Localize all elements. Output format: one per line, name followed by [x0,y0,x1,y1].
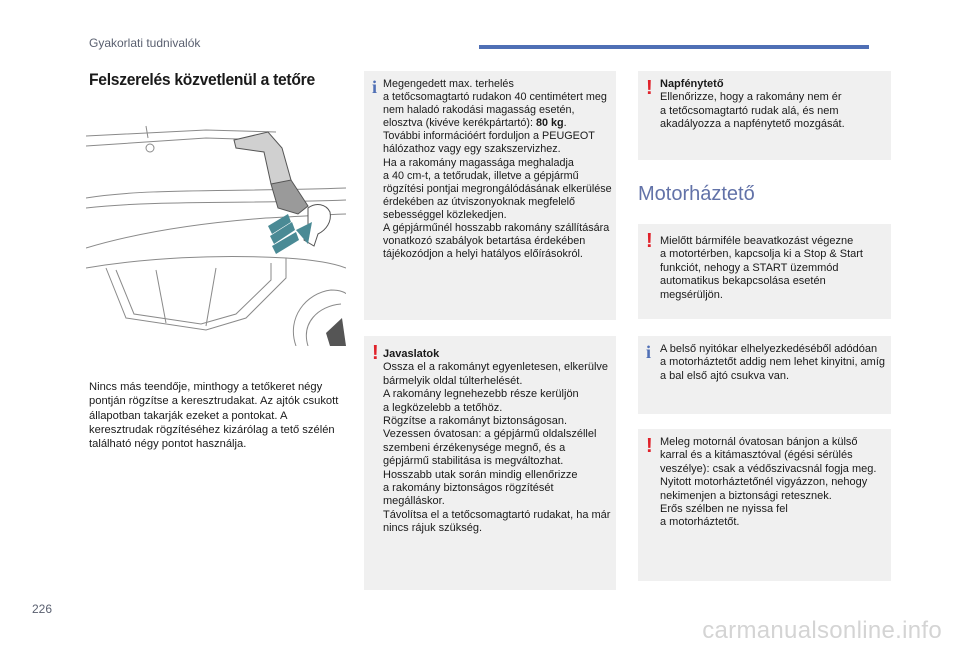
info-load-text [383,78,613,261]
warning-icon: ! [646,435,653,457]
warning-box-hot-engine [638,429,891,581]
tips-title: Javaslatok [383,348,440,360]
page-title: Felszerelés közvetlenül a tetőre [89,70,315,89]
sunroof-title: Napfénytető [660,78,724,90]
sunroof-content [660,78,886,132]
info-box-lever [638,336,891,414]
warning-icon: ! [372,342,379,364]
info-box-load-limits [364,71,616,320]
watermark: carmanualsonline.info [702,617,942,644]
body-paragraph: Nincs más teendője, minthogy a tetőkeret négy pontján rögzítse a keresztrudakat. Az ajtók csukott állapotban takarják ezeket a pontokat. A keresztrudak rögzítéséhez kizárólag a tető szélén található négy pontot használja. [89,381,339,451]
lever-text: A belső nyitókar elhelyezkedéséből adódóan a motorháztetőt addig nem lehet kinyitni, amíg a bal első ajtó csukva van. [660,343,886,382]
roof-bar-illustration [86,118,346,346]
stop-start-text: Mielőtt bármiféle beavatkozást végezne a motortérben, kapcsolja ki a Stop & Start funkciót, nehogy a START üzemmód automatikus bekapcsolása esetén megsérüljön. [660,235,863,301]
section-title: Gyakorlati tudnivalók [89,36,201,50]
header-rule [479,45,869,49]
tips-content [383,348,613,536]
car-roof-drawing [86,118,346,346]
page-number: 226 [32,602,53,616]
warning-box-sunroof [638,71,891,160]
info-icon: i [646,342,652,362]
load-bold-value: 80 kg [536,117,564,130]
warning-icon: ! [646,230,653,252]
warning-box-stop-start [638,224,891,319]
load-text-after: . További információért forduljon a PEUGEOT hálózathoz vagy egy szakszervizhez. Ha a rakomány magassága meghaladja a 40 cm-t, a tetőrudak, illetve a gépjármű rögzítési pontjai megrongálódásának elkerülése érdekében az útviszonyoknak megfelelő sebességgel közlekedjen. A gépjárműnél hosszabb rakomány szállítására vonatkozó szabályok betartása érdekében tájékozódjon a helyi hatályos előírásokról. [383,117,612,261]
bonnet-heading: Motorháztető [638,183,755,205]
info-icon: i [372,77,378,97]
hot-engine-text: Meleg motornál óvatosan bánjon a külső karral és a kitámasztóval (égési sérülés veszélye): csak a védőszivacsnál fogja meg. Nyitott motorháztetőnél vigyázzon, nehogy nekimenjen a biztonsági retesznek. Erős szélben ne nyissa fel a motorháztetőt. [660,436,877,529]
sunroof-text: Ellenőrizze, hogy a rakomány nem ér a tetőcsomagtartó rudak alá, és nem akadályozza a napfénytető mozgását. [660,91,845,131]
warning-icon: ! [646,77,653,99]
load-text-before: Megengedett max. terhelés a tetőcsomagtartó rudakon 40 centimétert meg nem haladó rakodási magasság esetén, elosztva (kivéve kerékpártartó): [383,78,607,130]
tips-text: Ossza el a rakományt egyenletesen, elkerülve bármelyik oldal túlterhelését. A rakomány legnehezebb része kerüljön a legközelebb a tetőhöz. Rögzítse a rakományt biztonságosan. Vezessen óvatosan: a gépjármű oldalszéllel szembeni érzékenysége megnő, és a gépjármű stabilitása is megváltozhat. Hosszabb utak során mindig ellenőrizze a rakomány biztonságos rögzítését megálláskor. Távolítsa el a tetőcsomagtartó rudakat, ha már nincs rájuk szükség. [383,361,611,535]
warning-box-tips [364,336,616,590]
